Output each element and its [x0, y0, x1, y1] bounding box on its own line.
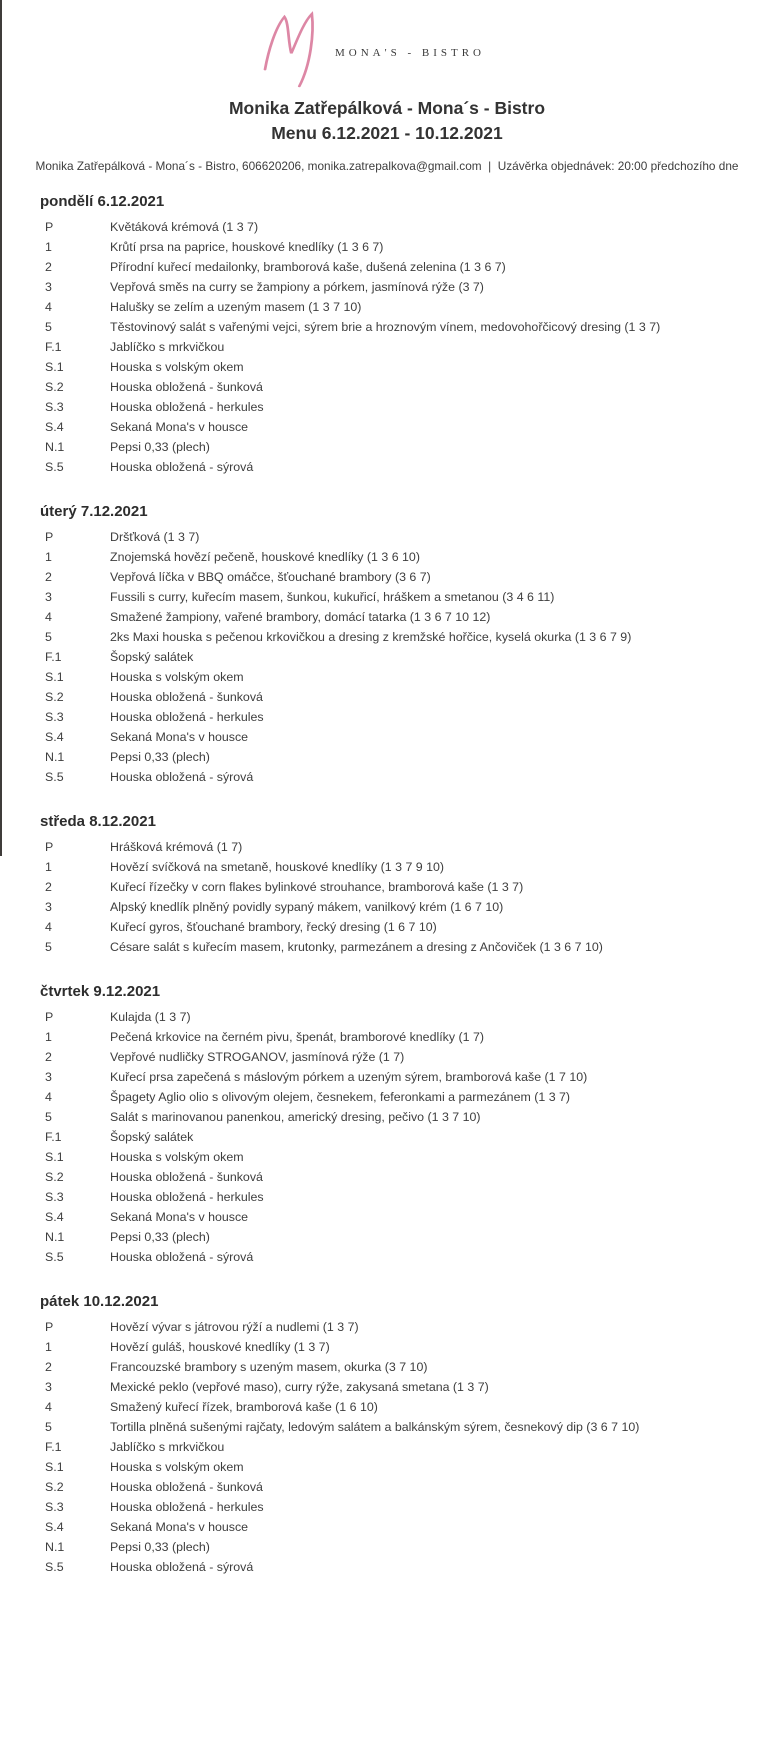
item-code: 2: [45, 260, 52, 274]
item-description: Houska s volským okem: [110, 670, 244, 684]
menu-item-row: [40, 1337, 750, 1357]
menu-item-row: [40, 857, 750, 877]
item-description: Květáková krémová (1 3 7): [110, 220, 259, 234]
item-code: N.1: [45, 1540, 65, 1554]
menu-item-row: [40, 1397, 750, 1417]
item-description: Šopský salátek: [110, 650, 194, 664]
menu-item-row: [40, 1047, 750, 1067]
menu-item-row: [40, 397, 750, 417]
item-description: Houska obložená - sýrová: [110, 460, 254, 474]
item-code: 4: [45, 1400, 52, 1414]
item-description: Hrášková krémová (1 7): [110, 840, 243, 854]
menu-item-row: [40, 297, 750, 317]
item-description: Houska s volským okem: [110, 1150, 244, 1164]
menu-item-row: [40, 1007, 750, 1027]
item-description: Sekaná Mona's v housce: [110, 1210, 249, 1224]
item-code: S.2: [45, 1480, 64, 1494]
menu-item-row: [40, 897, 750, 917]
item-description: Mexické peklo (vepřové maso), curry rýže, zakysaná smetana (1 3 7): [110, 1380, 489, 1394]
day-heading: úterý 7.12.2021: [40, 503, 148, 520]
item-code: S.3: [45, 710, 64, 724]
menu-item-row: [40, 257, 750, 277]
item-code: 2: [45, 880, 52, 894]
menu-item-row: [40, 237, 750, 257]
item-description: Houska obložená - šunková: [110, 1480, 263, 1494]
item-description: Hovězí guláš, houskové knedlíky (1 3 7): [110, 1340, 330, 1354]
menu-item-row: [40, 1357, 750, 1377]
item-description: Pečená krkovice na černém pivu, špenát, bramborové knedlíky (1 7): [110, 1030, 484, 1044]
item-code: P: [45, 1320, 54, 1334]
menu-item-row: [40, 1167, 750, 1187]
item-code: 1: [45, 1340, 52, 1354]
header: [0, 0, 774, 173]
item-code: F.1: [45, 650, 62, 664]
item-code: S.3: [45, 400, 64, 414]
menu-item-row: [40, 417, 750, 437]
menu-item-row: [40, 627, 750, 647]
day-section: [40, 193, 750, 477]
item-description: Kuřecí prsa zapečená s máslovým pórkem a uzeným sýrem, bramborová kaše (1 7 10): [110, 1070, 588, 1084]
item-code: 2: [45, 1360, 52, 1374]
item-description: Pepsi 0,33 (plech): [110, 440, 210, 454]
logo-m-icon: [257, 8, 321, 90]
item-code: S.1: [45, 360, 64, 374]
menu-item-row: [40, 607, 750, 627]
day-heading: čtvrtek 9.12.2021: [40, 983, 161, 1000]
item-code: F.1: [45, 1440, 62, 1454]
item-code: 1: [45, 1030, 52, 1044]
item-description: Šopský salátek: [110, 1130, 194, 1144]
item-description: Sekaná Mona's v housce: [110, 730, 249, 744]
item-code: 5: [45, 320, 52, 334]
item-description: Pepsi 0,33 (plech): [110, 1230, 210, 1244]
item-description: Kuřecí gyros, šťouchané brambory, řecký dresing (1 6 7 10): [110, 920, 437, 934]
item-description: Těstovinový salát s vařenými vejci, sýrem brie a hroznovým vínem, medovohořčicový dresing (1 3 7): [110, 320, 661, 334]
item-description: Houska s volským okem: [110, 360, 244, 374]
item-code: 3: [45, 900, 52, 914]
day-heading: pátek 10.12.2021: [40, 1293, 159, 1310]
item-code: 5: [45, 630, 52, 644]
menu-item-row: [40, 567, 750, 587]
item-code: S.5: [45, 1560, 64, 1574]
menu-item-row: [40, 687, 750, 707]
item-description: Houska s volským okem: [110, 1460, 244, 1474]
menu-item-row: [40, 877, 750, 897]
menu-item-row: [40, 1537, 750, 1557]
item-code: S.3: [45, 1500, 64, 1514]
menu-item-row: [40, 1517, 750, 1537]
menu-item-row: [40, 1497, 750, 1517]
menu-item-row: [40, 377, 750, 397]
page-edge-line: [0, 0, 2, 856]
day-items: [40, 1007, 750, 1267]
day-section: [40, 503, 750, 787]
menu-item-row: [40, 1107, 750, 1127]
menu: [0, 193, 774, 1577]
item-description: Vepřová líčka v BBQ omáčce, šťouchané brambory (3 6 7): [110, 570, 431, 584]
item-code: S.2: [45, 380, 64, 394]
menu-date-range: Menu 6.12.2021 - 10.12.2021: [271, 123, 503, 143]
day-section: [40, 813, 750, 957]
item-description: Salát s marinovanou panenkou, americký dresing, pečivo (1 3 7 10): [110, 1110, 481, 1124]
menu-item-row: [40, 1477, 750, 1497]
item-code: F.1: [45, 340, 62, 354]
menu-item-row: [40, 1437, 750, 1457]
item-code: 3: [45, 590, 52, 604]
logo: [0, 8, 758, 90]
item-description: Pepsi 0,33 (plech): [110, 750, 210, 764]
item-description: Houska obložená - šunková: [110, 1170, 263, 1184]
item-description: Francouzské brambory s uzeným masem, okurka (3 7 10): [110, 1360, 428, 1374]
menu-item-row: [40, 217, 750, 237]
item-code: S.1: [45, 1150, 64, 1164]
menu-item-row: [40, 647, 750, 667]
menu-item-row: [40, 1067, 750, 1087]
item-code: 4: [45, 920, 52, 934]
menu-item-row: [40, 667, 750, 687]
item-description: Fussili s curry, kuřecím masem, šunkou, kukuřicí, hráškem a smetanou (3 4 6 11): [110, 590, 555, 604]
item-description: Hovězí vývar s játrovou rýží a nudlemi (1 3 7): [110, 1320, 359, 1334]
menu-item-row: [40, 747, 750, 767]
item-description: Smažený kuřecí řízek, bramborová kaše (1 6 10): [110, 1400, 378, 1414]
menu-item-row: [40, 917, 750, 937]
item-code: S.4: [45, 1520, 64, 1534]
contact-line: Monika Zatřepálková - Mona´s - Bistro, 606620206, monika.zatrepalkova@gmail.com | Uzávěrka objednávek: 20:00 předchozího dne: [35, 159, 739, 173]
item-description: Znojemská hovězí pečeně, houskové knedlíky (1 3 6 10): [110, 550, 420, 564]
menu-item-row: [40, 1187, 750, 1207]
day-items: [40, 1317, 750, 1577]
item-description: Jablíčko s mrkvičkou: [110, 1440, 225, 1454]
menu-item-row: [40, 1147, 750, 1167]
day-heading: pondělí 6.12.2021: [40, 193, 165, 210]
item-description: Kulajda (1 3 7): [110, 1010, 191, 1024]
item-code: 2: [45, 1050, 52, 1064]
item-code: S.4: [45, 730, 64, 744]
item-code: 5: [45, 1420, 52, 1434]
menu-item-row: [40, 1247, 750, 1267]
day-items: [40, 217, 750, 477]
day-section: [40, 983, 750, 1267]
menu-item-row: [40, 1227, 750, 1247]
item-code: S.2: [45, 690, 64, 704]
item-description: Špagety Aglio olio s olivovým olejem, česnekem, feferonkami a parmezánem (1 3 7): [110, 1090, 571, 1104]
menu-item-row: [40, 1557, 750, 1577]
menu-item-row: [40, 1317, 750, 1337]
item-description: 2ks Maxi houska s pečenou krkovičkou a dresing z kremžské hořčice, kyselá okurka (1 3 6 7 9): [110, 630, 632, 644]
menu-item-row: [40, 277, 750, 297]
menu-item-row: [40, 587, 750, 607]
item-code: S.4: [45, 1210, 64, 1224]
item-description: Sekaná Mona's v housce: [110, 1520, 249, 1534]
menu-item-row: [40, 1087, 750, 1107]
item-description: Houska obložená - šunková: [110, 380, 263, 394]
item-description: Smažené žampiony, vařené brambory, domácí tatarka (1 3 6 7 10 12): [110, 610, 491, 624]
day-items: [40, 527, 750, 787]
menu-item-row: [40, 357, 750, 377]
item-code: 3: [45, 280, 52, 294]
item-code: P: [45, 220, 54, 234]
item-code: S.3: [45, 1190, 64, 1204]
item-description: Vepřové nudličky STROGANOV, jasmínová rýže (1 7): [110, 1050, 405, 1064]
item-code: 5: [45, 1110, 52, 1124]
menu-item-row: [40, 707, 750, 727]
menu-item-row: [40, 837, 750, 857]
item-code: 1: [45, 240, 52, 254]
item-description: Halušky se zelím a uzeným masem (1 3 7 10): [110, 300, 362, 314]
item-code: S.1: [45, 670, 64, 684]
item-code: 4: [45, 300, 52, 314]
day-items: [40, 837, 750, 957]
item-description: Sekaná Mona's v housce: [110, 420, 249, 434]
menu-item-row: [40, 1457, 750, 1477]
item-description: Houska obložená - sýrová: [110, 1250, 254, 1264]
item-description: Jablíčko s mrkvičkou: [110, 340, 225, 354]
item-code: 3: [45, 1380, 52, 1394]
menu-item-row: [40, 337, 750, 357]
item-description: Houska obložená - herkules: [110, 400, 264, 414]
item-code: S.5: [45, 770, 64, 784]
item-code: 3: [45, 1070, 52, 1084]
item-code: N.1: [45, 440, 65, 454]
menu-item-row: [40, 317, 750, 337]
item-description: Hovězí svíčková na smetaně, houskové knedlíky (1 3 7 9 10): [110, 860, 445, 874]
item-code: N.1: [45, 1230, 65, 1244]
item-description: Houska obložená - herkules: [110, 710, 264, 724]
item-description: Tortilla plněná sušenými rajčaty, ledovým salátem a balkánským sýrem, česnekový dip (3 6 7 10): [110, 1420, 640, 1434]
item-description: Pepsi 0,33 (plech): [110, 1540, 210, 1554]
item-description: Přírodní kuřecí medailonky, bramborová kaše, dušená zelenina (1 3 6 7): [110, 260, 506, 274]
item-code: S.5: [45, 460, 64, 474]
menu-item-row: [40, 1027, 750, 1047]
menu-item-row: [40, 547, 750, 567]
item-code: S.1: [45, 1460, 64, 1474]
item-description: Vepřová směs na curry se žampiony a pórkem, jasmínová rýže (3 7): [110, 280, 484, 294]
item-description: Kuřecí řízečky v corn flakes bylinkové strouhance, bramborová kaše (1 3 7): [110, 880, 524, 894]
item-code: P: [45, 840, 54, 854]
item-code: S.5: [45, 1250, 64, 1264]
item-code: 1: [45, 860, 52, 874]
item-description: Houska obložená - sýrová: [110, 770, 254, 784]
menu-item-row: [40, 727, 750, 747]
menu-item-row: [40, 1127, 750, 1147]
menu-item-row: [40, 767, 750, 787]
menu-item-row: [40, 457, 750, 477]
menu-item-row: [40, 527, 750, 547]
menu-item-row: [40, 1377, 750, 1397]
item-description: Houska obložená - herkules: [110, 1190, 264, 1204]
menu-item-row: [40, 437, 750, 457]
item-code: P: [45, 1010, 54, 1024]
page-title: Monika Zatřepálková - Mona´s - Bistro: [228, 98, 546, 118]
item-description: Houska obložená - sýrová: [110, 1560, 254, 1574]
item-code: 1: [45, 550, 52, 564]
day-heading: středa 8.12.2021: [40, 813, 156, 830]
menu-item-row: [40, 1417, 750, 1437]
menu-item-row: [40, 937, 750, 957]
item-code: S.4: [45, 420, 64, 434]
item-description: Krůtí prsa na paprice, houskové knedlíky (1 3 6 7): [110, 240, 384, 254]
day-section: [40, 1293, 750, 1577]
item-code: S.2: [45, 1170, 64, 1184]
item-description: Césare salát s kuřecím masem, krutonky, parmezánem a dresing z Ančoviček (1 3 6 7 10): [110, 940, 603, 954]
item-code: 5: [45, 940, 52, 954]
item-code: N.1: [45, 750, 65, 764]
item-code: 2: [45, 570, 52, 584]
menu-item-row: [40, 1207, 750, 1227]
item-description: Alpský knedlík plněný povidly sypaný mákem, vanilkový krém (1 6 7 10): [110, 900, 504, 914]
item-description: Houska obložená - herkules: [110, 1500, 264, 1514]
item-code: 4: [45, 1090, 52, 1104]
logo-brand-text: MONA'S - BISTRO: [335, 47, 485, 59]
item-code: P: [45, 530, 54, 544]
item-description: Houska obložená - šunková: [110, 690, 263, 704]
item-description: Dršťková (1 3 7): [110, 530, 200, 544]
item-code: 4: [45, 610, 52, 624]
item-code: F.1: [45, 1130, 62, 1144]
